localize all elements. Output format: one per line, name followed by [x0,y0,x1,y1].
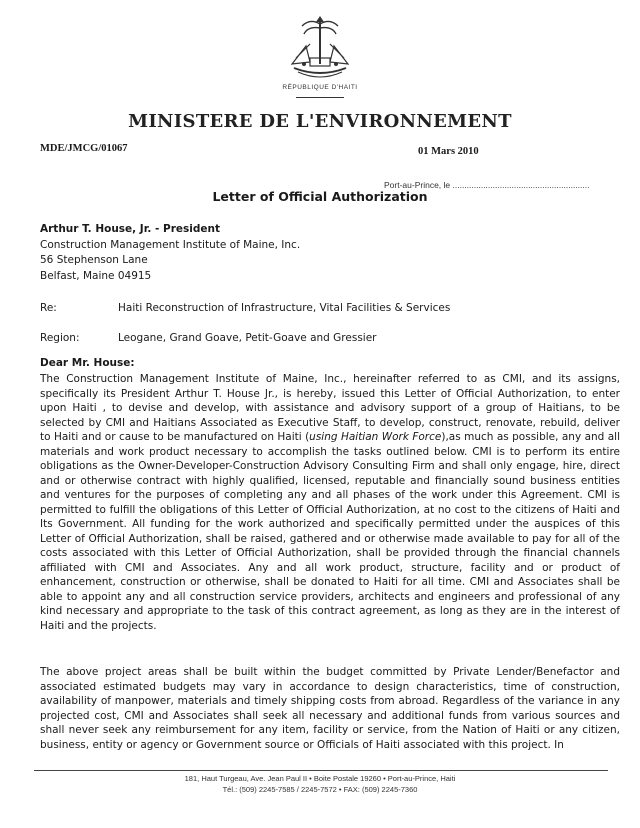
region-value: Leogane, Grand Goave, Petit-Goave and Gressier [118,332,377,344]
footer-phone: Tél.: (509) 2245-7585 / 2245-7572 • FAX: (509) 2245-7360 [222,785,418,794]
salutation: Dear Mr. House: [40,357,135,369]
letter-date: 01 Mars 2010 [418,146,479,157]
region-label: Region: [40,332,80,344]
footer-divider [34,770,608,771]
footer-address: 181, Haut Turgeau, Ave. Jean Paul II • Boite Postale 19260 • Port-au-Prince, Haiti [184,774,456,783]
recipient-address [40,222,300,284]
republic-caption: RÉPUBLIQUE D'HAITI [282,84,358,91]
ministry-heading: MINISTERE DE L'ENVIRONNEMENT [128,111,512,132]
re-value: Haiti Reconstruction of Infrastructure, Vital Facilities & Services [118,302,451,314]
body-paragraph-1 [40,372,620,633]
re-label: Re: [40,302,57,314]
recipient-name: Arthur T. House, Jr. - President [40,223,221,235]
divider [296,97,344,98]
p1-italic: using Haitian Work Force [309,431,442,443]
recipient-city: Belfast, Maine 04915 [40,269,152,282]
body-paragraph-2: The above project areas shall be built within the budget committed by Private Lender/Benefactor and associated estimated budgets may vary in accordance to design characteristics, time of construction, availability of manpower, materials and timely shipping costs from abroad. Regardless of the variance in any projected cost, CMI and Associates shall seek all necessary and additional funds from various sources and shall never seek any reimbursement for any item, facility or service, from the Nation of Haiti or any citizen, business, entity or agency or Government source or Officials of Haiti associated with this project. In [40,666,620,751]
letter-title: Letter of Official Authorization [212,189,428,204]
recipient-org: Construction Management Institute of Maine, Inc. [40,238,301,251]
reference-number: MDE/JMCG/01067 [40,143,128,154]
recipient-street: 56 Stephenson Lane [40,254,148,266]
p1-text-end: ),as much as possible, any and all materials and work product necessary to accomplish the tasks outlined below. CMI is to perform its entire obligations as the Owner-Developer-Construction Advisory Consulting Firm and shall only engage, hire, direct and or otherwise contract with highly qualified, licensed, reputable and financially sound business entities and ventures for the purposes of completing any and all phases of the work under this Agreement. CMI is permitted to fulfill the obligations of this Letter of Official Authorization, at no cost to the citizens of Haiti and Its Government. All funding for the work authorized and specifically permitted under the auspices of this Letter of Official Authorization, shall be raised, gathered and or otherwise made available to pay for all of the costs associated with this Letter of Official Authorization, shall be provided through the financial channels affiliated with CMI and Associates. Any and all work product, structure, facility and or product of enhancement, construction or otherwise, shall be donated to Haiti for all time. CMI and Associates shall be able to appoint any and all construction service providers, architects and engineers and professional of any kind necessary and appropriate to the task of this contract agreement, as long as they are in the interest of Haiti and the projects. [40,431,621,632]
place-line: Port-au-Prince, le .......................................................... [384,180,590,190]
p1-text-start: The Construction Management Institute of Maine, Inc., hereinafter referred to as CMI, and its assigns, specifically its President Arthur T. House Jr., is hereby, issued this Letter of Official Authorization, to enter upon Haiti , to devise and develop, with assistance and advisory support of a group of Haitians, to be selected by CMI and Haitians Associated as Executive Staff, to develop, construct, renovate, rebuild, deliver to Haiti and or cause to be manufactured on Haiti ( [40,373,620,443]
haiti-coat-of-arms-icon [280,14,360,86]
